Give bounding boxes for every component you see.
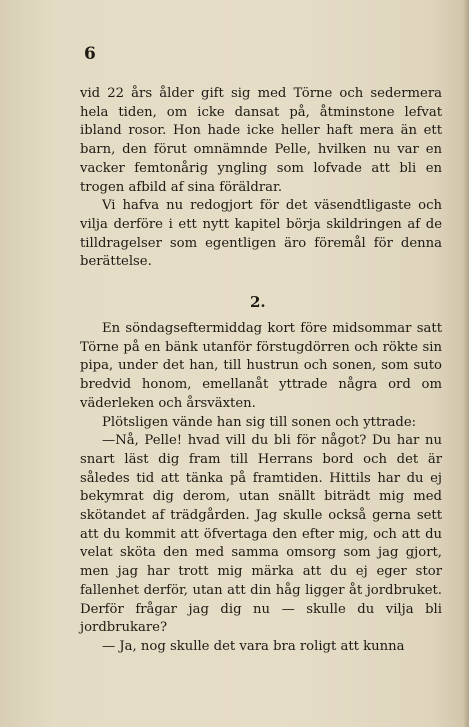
text-block-top xyxy=(80,85,442,272)
paragraph: Plötsligen vände han sig till sonen och yttrade: xyxy=(102,414,417,430)
page-edge-shadow xyxy=(463,0,469,727)
paragraph: — Ja, nog skulle det vara bra roligt att kunna xyxy=(102,638,405,654)
paragraph: —Nå, Pelle! hvad vill du bli för något? Du har nu snart läst dig fram till Herrans bord och det är således tid att tänka på framtiden. Hittils har du ej bekymrat dig derom, utan snällt biträdt mig med skötandet af trädgården. Jag skulle också gerna sett att du kommit att öfvertaga den efter mig, och att du velat sköta den med samma omsorg som jag gjort, men jag har trott mig märka att du ej eger stor fallenhet derför, utan att din håg ligger åt jordbruket. Derför frågar jag dig nu — skulle du vilja bli jordbrukare? xyxy=(80,433,442,636)
paragraph: Vi hafva nu redogjort för det väsendtligaste och vilja derföre i ett nytt kapitel börja skildringen af de tilldragelser som egentligen äro föremål för denna berättelse. xyxy=(80,198,442,270)
page-number: 6 xyxy=(84,44,96,64)
section-number: 2. xyxy=(250,293,266,311)
paragraph: vid 22 års ålder gift sig med Törne och sedermera hela tiden, om icke dansat på, åtminstone lefvat ibland rosor. Hon hade icke heller haft mera än ett barn, den förut omnämnde Pelle, hvilken nu var en vacker femtonårig yngling som lofvade att bli en trogen afbild af sina föräldrar. xyxy=(80,86,442,195)
paragraph: En söndagseftermiddag kort före midsommar satt Törne på en bänk utanför förstugdörren och rökte sin pipa, under det han, till hustrun och sonen, som suto bredvid honom, emellanåt yttrade några ord om väderleken och årsväxten. xyxy=(80,321,442,411)
text-block-bottom xyxy=(80,320,442,657)
